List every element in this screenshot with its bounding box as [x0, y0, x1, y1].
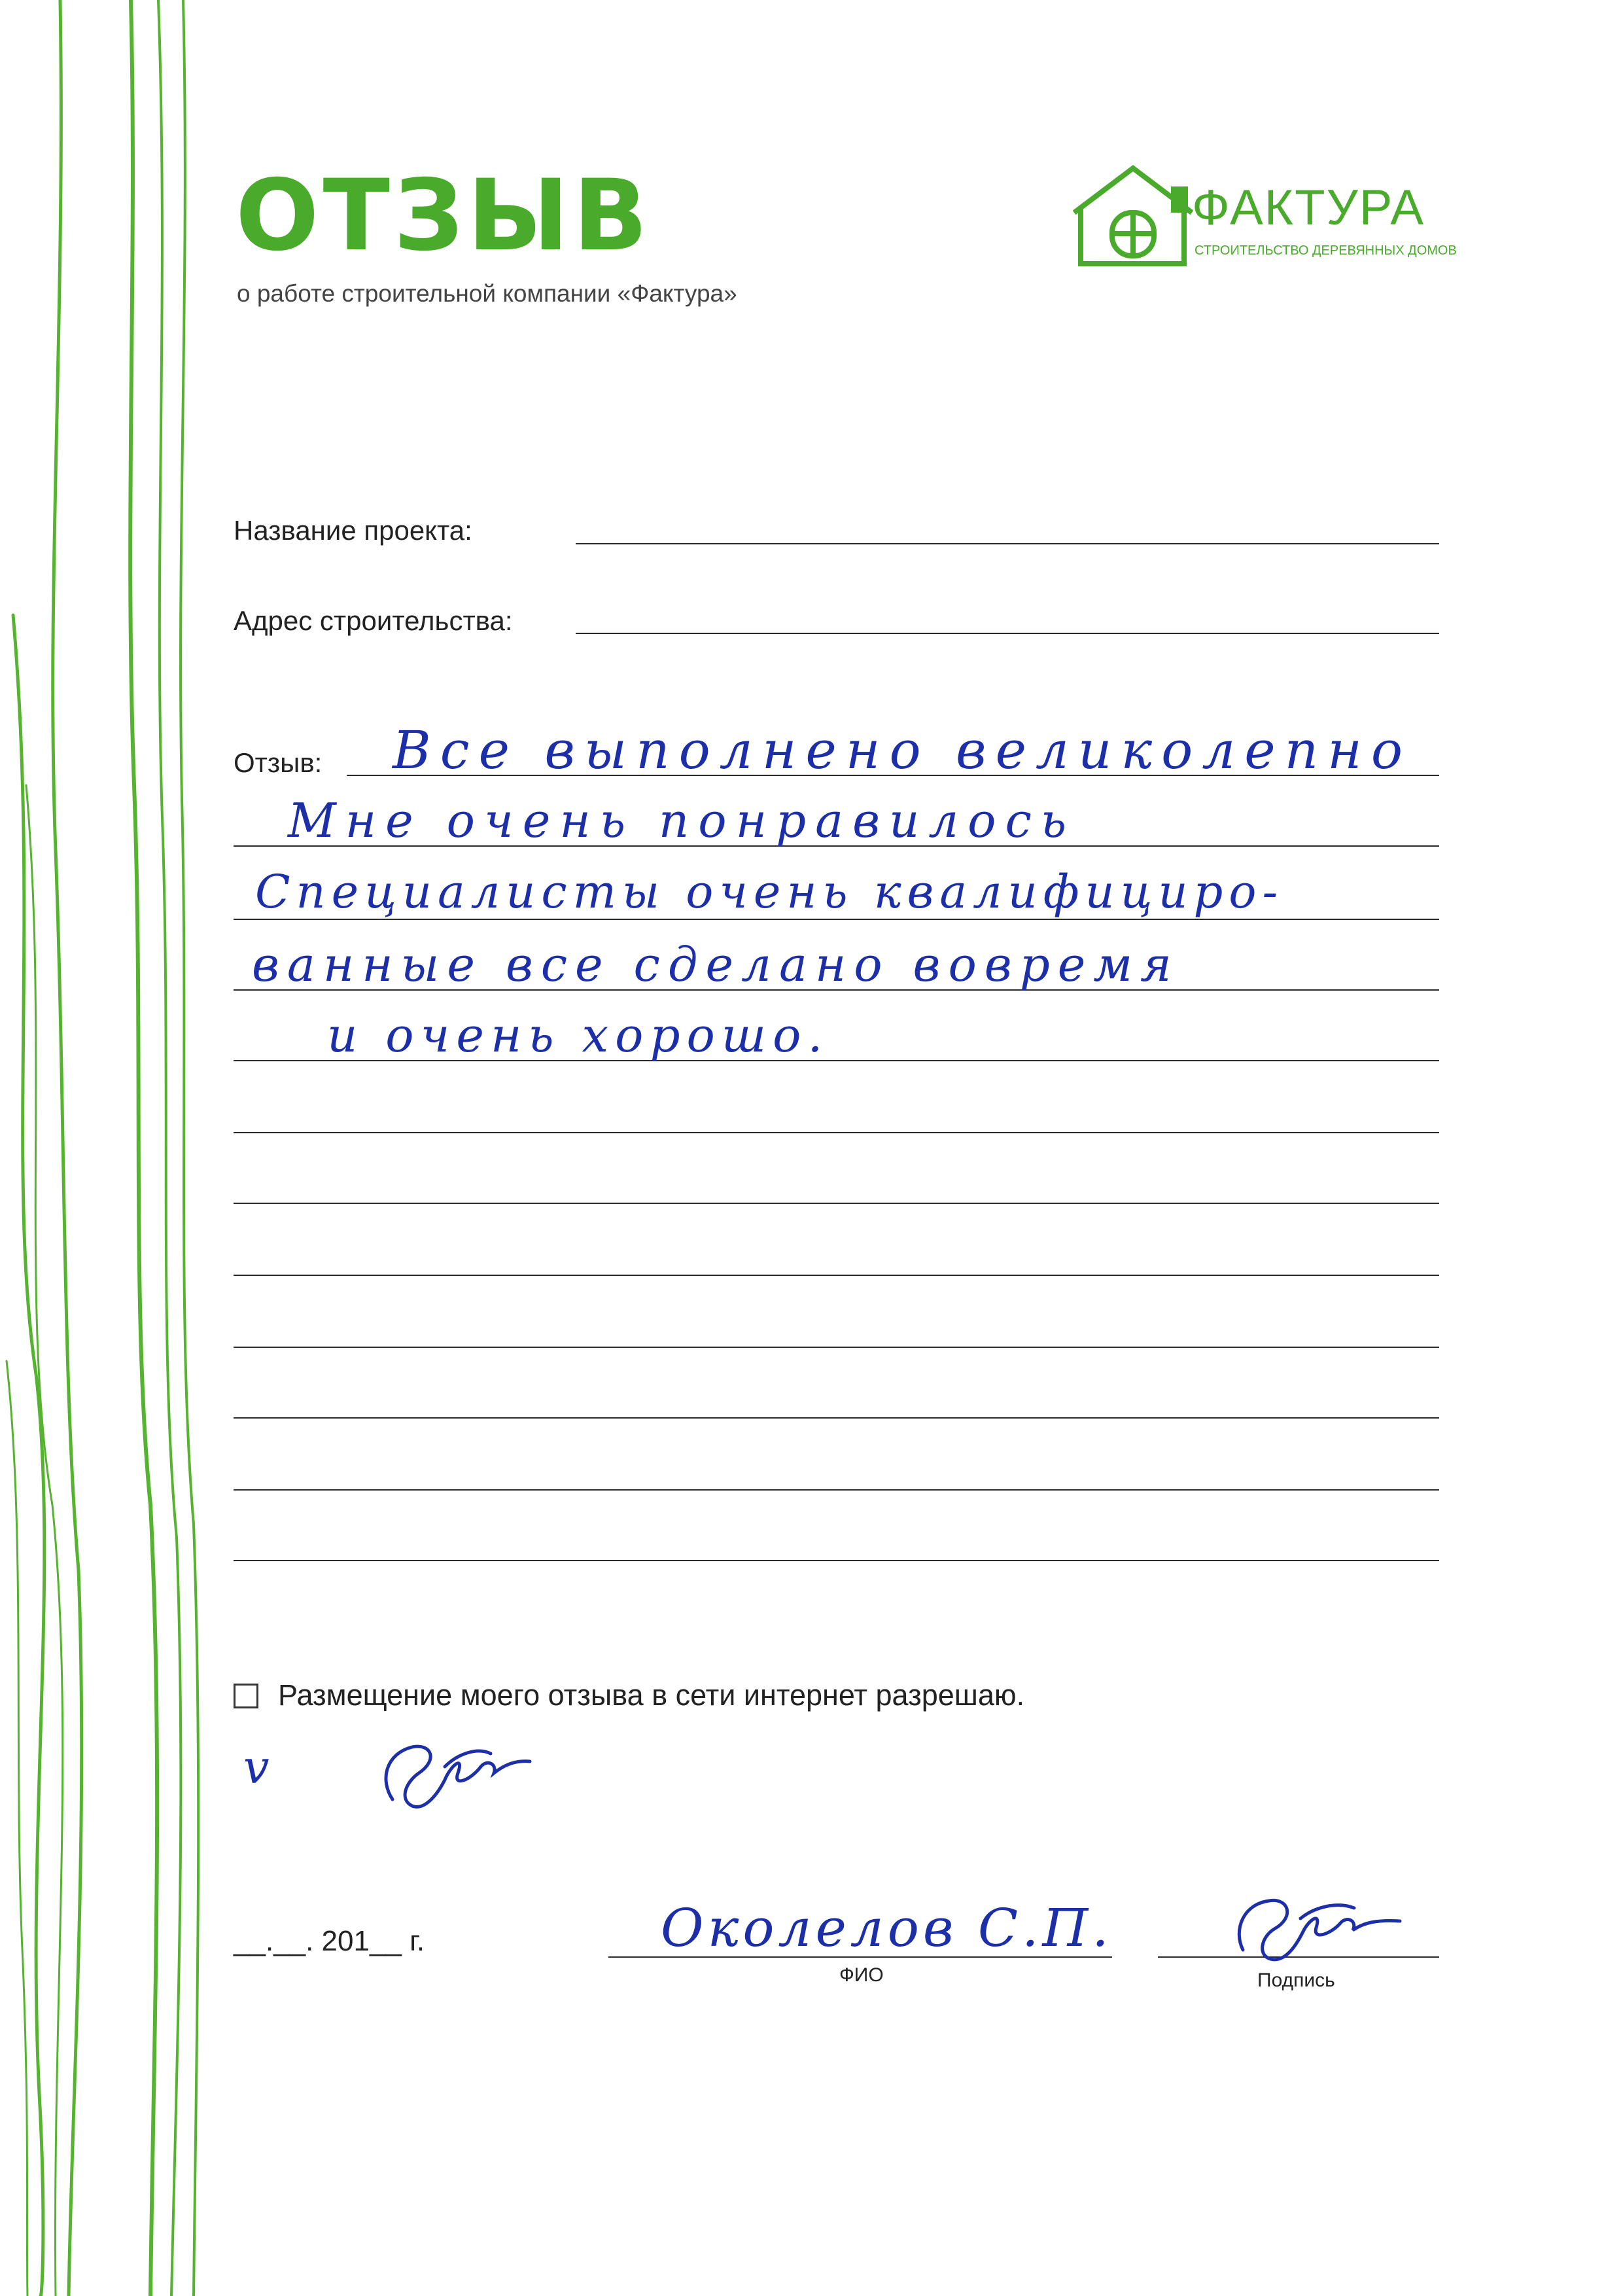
deco-line-7	[7, 1361, 27, 2296]
review-line	[234, 1489, 1439, 1491]
date-field[interactable]: __.__. 201__ г.	[234, 1925, 425, 1957]
review-line	[234, 1203, 1439, 1204]
review-line	[234, 1417, 1439, 1419]
deco-line-3	[158, 0, 181, 2296]
review-label: Отзыв:	[234, 747, 323, 778]
review-line	[234, 1132, 1439, 1133]
logo-tagline: СТРОИТЕЛЬСТВО ДЕРЕВЯННЫХ ДОМОВ	[1195, 243, 1457, 258]
review-line	[234, 1347, 1439, 1348]
deco-line-2	[130, 0, 157, 2296]
review-line	[234, 1275, 1439, 1276]
fio-label: ФИО	[839, 1964, 884, 1986]
review-text-line: и очень хорошо.	[327, 1008, 829, 1063]
project-name-line	[576, 543, 1439, 544]
logo-name: ФАКТУРА	[1192, 180, 1425, 236]
review-text-line: Специалисты очень квалифициро-	[255, 865, 1284, 919]
review-text-line: ванные все сделано вовремя	[252, 937, 1179, 992]
deco-line-5	[13, 615, 44, 2296]
project-name-label: Название проекта:	[234, 515, 472, 546]
handwritten-signature	[366, 1727, 563, 1819]
address-label: Адрес строительства:	[234, 605, 513, 636]
page-subtitle: о работе строительной компании «Фактура»	[237, 280, 737, 307]
review-text-line: Все выполнено великолепно	[393, 720, 1412, 781]
signature-label: Подпись	[1257, 1969, 1335, 1991]
handwritten-signature	[1223, 1884, 1420, 1969]
page-title: ОТЗЫВ	[236, 159, 652, 273]
deco-line-4	[181, 0, 198, 2296]
consent-text: Размещение моего отзыва в сети интернет разрешаю.	[278, 1678, 1025, 1712]
review-line	[234, 919, 1439, 920]
consent-checkbox[interactable]	[234, 1684, 258, 1708]
address-line	[576, 633, 1439, 634]
fio-value: Околелов С.П.	[661, 1898, 1113, 1958]
consent-checkmark: v	[243, 1740, 270, 1794]
review-text-line: Мне очень понравилось	[288, 793, 1076, 848]
deco-line-1	[53, 0, 82, 2296]
review-line	[234, 1560, 1439, 1561]
decorative-green-lines	[0, 0, 216, 2296]
